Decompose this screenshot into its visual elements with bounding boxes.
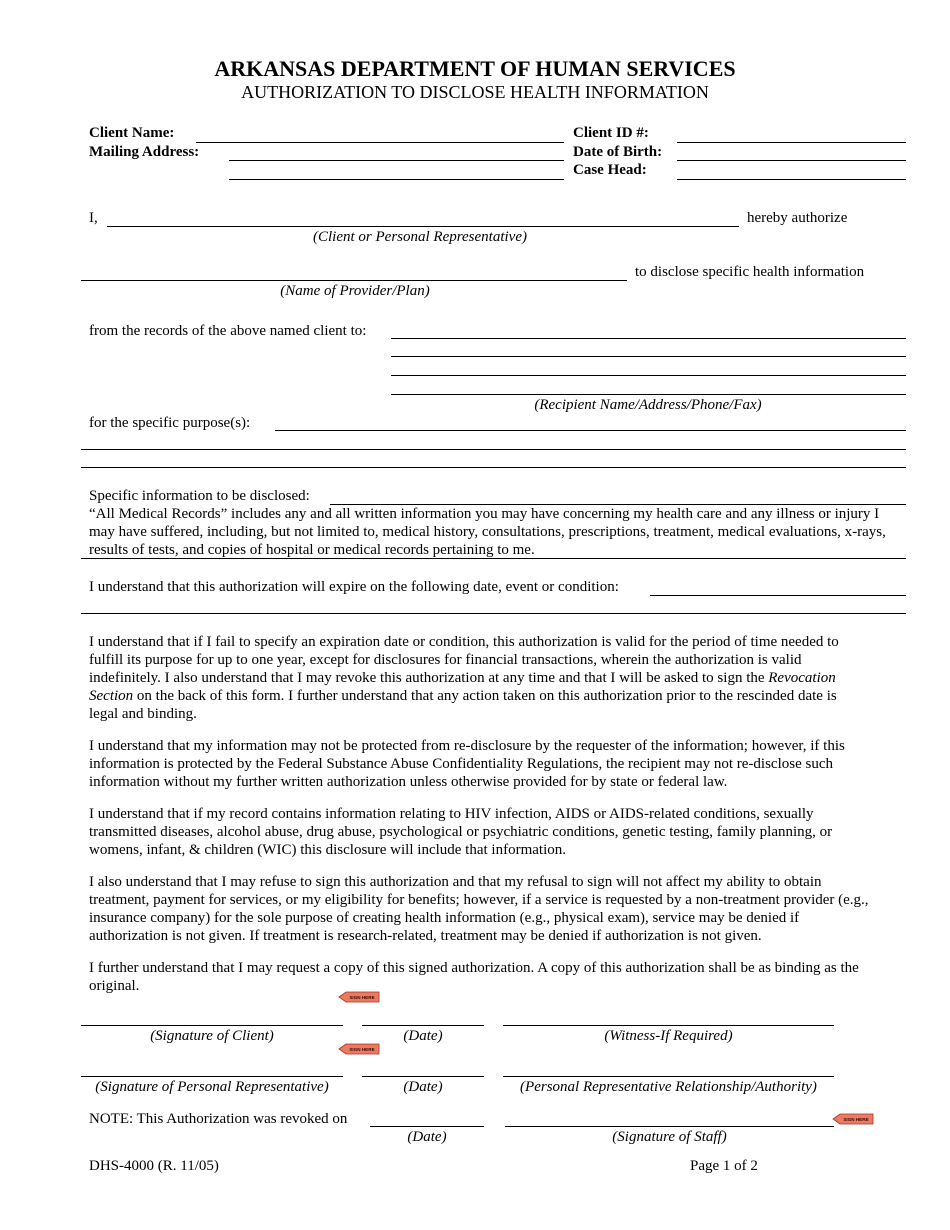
client-date-line[interactable] <box>362 1025 484 1026</box>
expire-label: I understand that this authorization will expire on the following date, event or condition: <box>89 579 619 595</box>
sign-here-flag-rep-label: SIGN HERE <box>349 1047 375 1053</box>
revoked-note: NOTE: This Authorization was revoked on <box>89 1111 348 1127</box>
sign-here-flag-staff <box>832 1113 874 1125</box>
purpose-line-1[interactable] <box>275 430 906 431</box>
sign-here-flag-client <box>338 991 380 1003</box>
purpose-line-3[interactable] <box>81 467 906 468</box>
client-id-label: Client ID #: <box>573 125 649 141</box>
page-number: Page 1 of 2 <box>690 1158 758 1174</box>
paragraph-expiration-text-1: I understand that if I fail to specify an expiration date or condition, this authorization is valid for the period of time needed to fulfill its purpose for up to one year, except for disclosures for financial transactions, wherein the authorization is valid indefinitely. I also understand that I may revoke this authorization at any time and that I will be asked to sign the <box>89 634 839 686</box>
client-signature-caption: (Signature of Client) <box>150 1028 274 1044</box>
provider-caption: (Name of Provider/Plan) <box>280 283 430 299</box>
expire-line[interactable] <box>650 595 906 596</box>
mailing-address-line-2[interactable] <box>229 179 564 180</box>
paragraph-hiv: I understand that if my record contains information relating to HIV infection, AIDS or AIDS-related conditions, sexually transmitted diseases, alcohol abuse, drug abuse, psychological or psychiatric conditions, genetic testing, family planning, or womens, infant, & children (WIC) this disclosure will include that information. <box>89 806 833 858</box>
all-medical-records-text: “All Medical Records” includes any and all written information you may have concerning my health care and any illness or injury I may have suffered, including, but not limited to, medical history, consultations, prescriptions, treatment, medical evaluations, x-rays, results of tests, and copies of hospital or medical records pertaining to me. <box>89 506 886 558</box>
specific-info-label: Specific information to be disclosed: <box>89 488 310 504</box>
witness-line[interactable] <box>503 1025 834 1026</box>
paragraph-expiration-text-2: on the back of this form. I further understand that any action taken on this authorization prior to the rescinded date is legal and binding. <box>89 688 837 722</box>
client-name-label: Client Name: <box>89 125 175 141</box>
recipient-line-4[interactable] <box>391 394 906 395</box>
purpose-line-2[interactable] <box>81 449 906 450</box>
case-head-field[interactable] <box>677 161 906 180</box>
rep-signature-caption: (Signature of Personal Representative) <box>95 1079 329 1095</box>
recipient-line-2[interactable] <box>391 356 906 357</box>
revocation-section-term: Revocation Section <box>89 670 836 704</box>
rep-date-line[interactable] <box>362 1076 484 1077</box>
paragraph-refusal: I also understand that I may refuse to sign this authorization and that my refusal to sign will not affect my ability to obtain treatment, payment for services, or my eligibility for benefits; however, if a service is requested by a non-treatment provider (e.g., insurance company) for the sole purpose of creating health information (e.g., physical exam), service may be denied if authorization is not given. If treatment is research-related, treatment may be denied if authorization is not given. <box>89 874 869 944</box>
sign-here-flag-staff-label: SIGN HERE <box>843 1117 869 1123</box>
case-head-label: Case Head: <box>573 162 647 178</box>
paragraph-expiration <box>89 633 869 723</box>
provider-name-line[interactable] <box>81 280 627 281</box>
mailing-address-label: Mailing Address: <box>89 144 200 160</box>
sign-here-flag-client-label: SIGN HERE <box>349 995 375 1001</box>
client-date-caption: (Date) <box>403 1028 443 1044</box>
dob-label: Date of Birth: <box>573 144 663 160</box>
client-id-field[interactable] <box>677 124 906 143</box>
from-records-text: from the records of the above named client to: <box>89 323 367 339</box>
paragraph-copy: I further understand that I may request a copy of this signed authorization. A copy of this authorization shall be as binding as the original. <box>89 960 859 994</box>
rep-relationship-line[interactable] <box>503 1076 834 1077</box>
client-name-field[interactable] <box>196 124 564 143</box>
staff-signature-caption: (Signature of Staff) <box>612 1129 727 1145</box>
dob-field[interactable] <box>677 142 906 161</box>
purpose-label: for the specific purpose(s): <box>89 415 251 431</box>
rep-date-caption: (Date) <box>403 1079 443 1095</box>
mailing-address-field[interactable] <box>229 142 564 161</box>
recipient-caption: (Recipient Name/Address/Phone/Fax) <box>534 397 762 413</box>
i-label: I, <box>89 210 98 226</box>
client-rep-caption: (Client or Personal Representative) <box>313 229 527 245</box>
form-number: DHS-4000 (R. 11/05) <box>89 1158 219 1174</box>
client-rep-name-line[interactable] <box>107 226 739 227</box>
hereby-authorize-text: hereby authorize <box>747 210 848 226</box>
form-subtitle: AUTHORIZATION TO DISCLOSE HEALTH INFORMATION <box>241 82 709 102</box>
expire-bottom-line <box>81 613 906 614</box>
client-signature-line[interactable] <box>81 1025 343 1026</box>
recipient-line-3[interactable] <box>391 375 906 376</box>
staff-signature-line[interactable] <box>505 1126 834 1127</box>
form-title: ARKANSAS DEPARTMENT OF HUMAN SERVICES <box>214 56 736 81</box>
recipient-line-1[interactable] <box>391 338 906 339</box>
rep-relationship-caption: (Personal Representative Relationship/Authority) <box>520 1079 817 1095</box>
revoked-date-line[interactable] <box>370 1126 484 1127</box>
specific-info-bottom-line <box>81 558 906 559</box>
revoked-date-caption: (Date) <box>407 1129 447 1145</box>
rep-signature-line[interactable] <box>81 1076 343 1077</box>
to-disclose-text: to disclose specific health information <box>635 264 865 280</box>
paragraph-redisclosure: I understand that my information may not be protected from re-disclosure by the requester of the information; however, if this information is protected by the Federal Substance Abuse Confidentiality Regulations, the recipient may not re-disclose such information without my further written authorization unless otherwise provided for by state or federal law. <box>89 738 845 790</box>
witness-caption: (Witness-If Required) <box>604 1028 733 1044</box>
